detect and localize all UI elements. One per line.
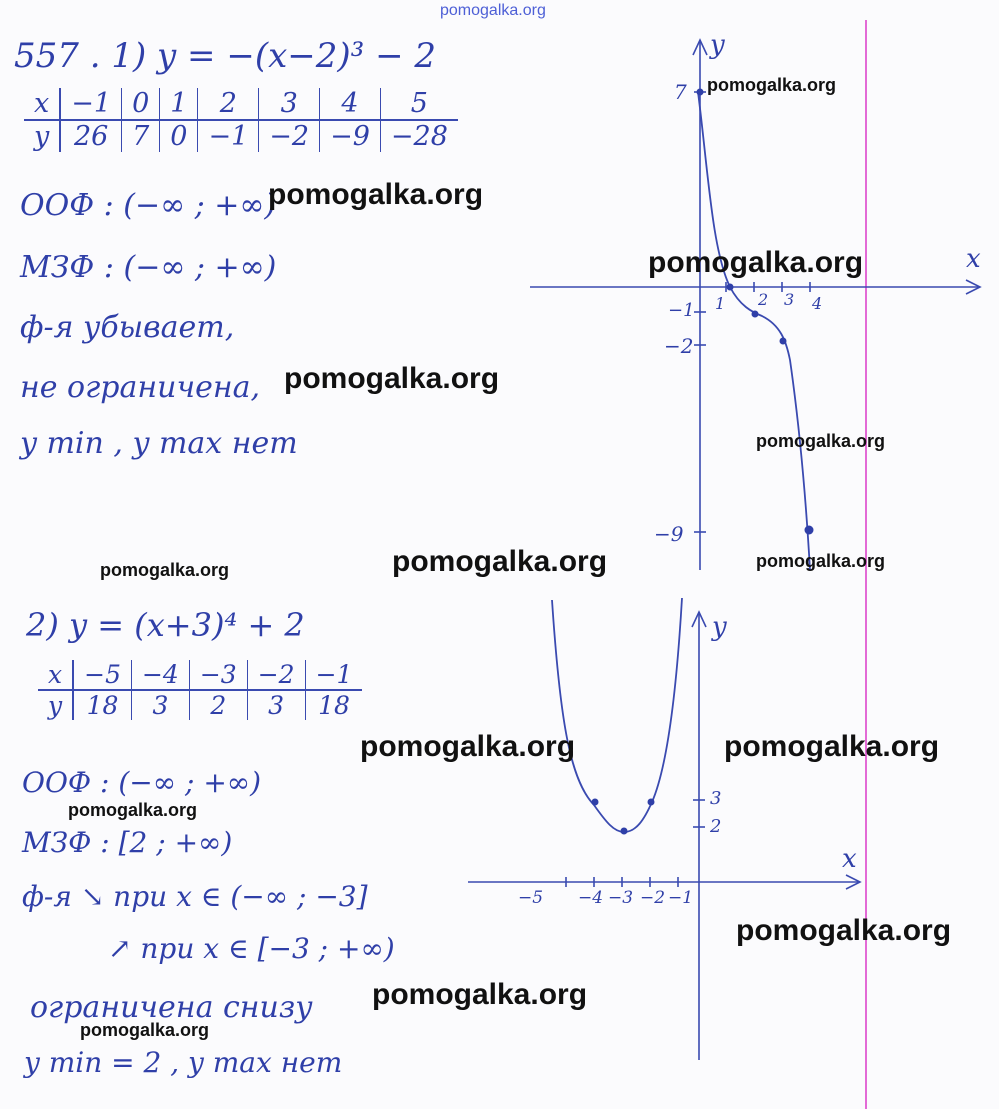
graph1-xtick-4: 4 <box>812 294 823 313</box>
task2-line-bounded: ограничена снизу <box>30 990 313 1025</box>
graph1-x-label: x <box>966 244 981 274</box>
table-row-y <box>24 120 458 152</box>
graph2-point <box>592 799 599 806</box>
table-cell: 18 <box>305 690 362 720</box>
graph1-point <box>752 311 759 318</box>
table-cell: −9 <box>320 120 381 152</box>
watermark: pomogalka.org <box>707 75 837 95</box>
table-cell: −2 <box>247 660 305 690</box>
table-cell: 0 <box>122 88 160 120</box>
graph2-y-label: y <box>712 612 727 642</box>
table-cell: 3 <box>247 690 305 720</box>
task2-line-increasing: ↗ при x ∈ [−3 ; +∞) <box>108 932 395 965</box>
watermark: pomogalka.org <box>100 560 230 580</box>
watermark: pomogalka.org <box>284 362 500 395</box>
watermark: pomogalka.org <box>756 431 886 451</box>
table-cell: 18 <box>73 690 131 720</box>
table-cell: 1 <box>160 88 198 120</box>
graph2-xtick-m4: −4 <box>578 888 604 908</box>
graph2-point <box>648 799 655 806</box>
task2-header: 2) y = (x+3)⁴ + 2 <box>26 606 305 644</box>
table-cell: 2 <box>198 88 259 120</box>
task1-header: 557 . 1) y = −(x−2)³ − 2 <box>14 36 437 76</box>
table-row-x <box>38 660 362 690</box>
table-cell: 26 <box>60 120 121 152</box>
task2-line-domain: ООФ : (−∞ ; +∞) <box>22 766 262 799</box>
graph2-xtick-m2: −2 <box>640 888 666 908</box>
task2-line-extrema: y min = 2 , y max нет <box>24 1046 343 1079</box>
table-cell: −3 <box>189 660 247 690</box>
top-watermark: pomogalka.org <box>440 2 546 19</box>
table-row-y <box>38 690 362 720</box>
task1-line-decreasing: ф-я убывает, <box>20 310 235 345</box>
graph1-ytick-7: 7 <box>674 80 687 104</box>
watermark: pomogalka.org <box>736 914 952 947</box>
table-cell: 0 <box>160 120 198 152</box>
table-cell: −4 <box>131 660 189 690</box>
table-cell: −28 <box>380 120 457 152</box>
task1-values-table <box>24 88 458 152</box>
task2-line-decreasing: ф-я ↘ при x ∈ (−∞ ; −3] <box>22 880 368 913</box>
graph1-xtick-1: 1 <box>715 294 726 313</box>
table-row-x <box>24 88 458 120</box>
table-cell: −2 <box>259 120 320 152</box>
graph2-ytick-3: 3 <box>710 788 722 809</box>
graph2-xtick-m5: −5 <box>518 888 544 908</box>
table-header-x: x <box>38 660 73 690</box>
table-cell: 3 <box>259 88 320 120</box>
watermark: pomogalka.org <box>756 551 886 571</box>
table-header-x: x <box>24 88 60 120</box>
task2-line-range: МЗФ : [2 ; +∞) <box>22 826 233 859</box>
graph1-ytick-m2: −2 <box>664 334 694 358</box>
graph2-ytick-2: 2 <box>710 816 722 837</box>
graph2-x-label: x <box>842 844 857 874</box>
task1-line-extrema: y min , y max нет <box>20 426 298 461</box>
graph1-curve <box>698 92 810 570</box>
task1-line-unbounded: не ограничена, <box>20 370 261 405</box>
graph1-y-label: y <box>710 30 725 60</box>
task1-line-range: МЗФ : (−∞ ; +∞) <box>20 250 277 285</box>
table-header-y: y <box>38 690 73 720</box>
table-cell: −1 <box>305 660 362 690</box>
watermark: pomogalka.org <box>68 800 198 820</box>
graph1-xtick-2: 2 <box>758 290 769 309</box>
graph1-ytick-m9: −9 <box>654 522 684 546</box>
watermark: pomogalka.org <box>648 246 864 279</box>
watermark: pomogalka.org <box>724 730 940 763</box>
graph1-axes <box>530 40 980 570</box>
watermark: pomogalka.org <box>360 730 576 763</box>
graph1-point <box>697 89 704 96</box>
graph1-ytick-m1: −1 <box>668 300 695 321</box>
table-cell: 2 <box>189 690 247 720</box>
table-cell: 5 <box>380 88 457 120</box>
watermark: pomogalka.org <box>80 1020 210 1040</box>
table-cell: 3 <box>131 690 189 720</box>
watermark: pomogalka.org <box>392 545 608 578</box>
graph2-curve <box>552 598 682 832</box>
graph1-xtick-3: 3 <box>784 290 795 309</box>
graph1-point <box>727 284 734 291</box>
table-header-y: y <box>24 120 60 152</box>
graph2-xtick-m3: −3 <box>608 888 634 908</box>
table-cell: −1 <box>60 88 121 120</box>
watermark: pomogalka.org <box>268 178 484 211</box>
table-cell: 4 <box>320 88 381 120</box>
table-cell: −5 <box>73 660 131 690</box>
task1-line-domain: ООФ : (−∞ ; +∞) <box>20 188 277 223</box>
graph2-xtick-m1: −1 <box>668 888 694 908</box>
graph1-point <box>805 526 814 535</box>
graph1-point <box>780 338 787 345</box>
table-cell: −1 <box>198 120 259 152</box>
graph2-point <box>621 828 628 835</box>
table-cell: 7 <box>122 120 160 152</box>
watermark: pomogalka.org <box>372 978 588 1011</box>
task2-values-table <box>38 660 362 720</box>
